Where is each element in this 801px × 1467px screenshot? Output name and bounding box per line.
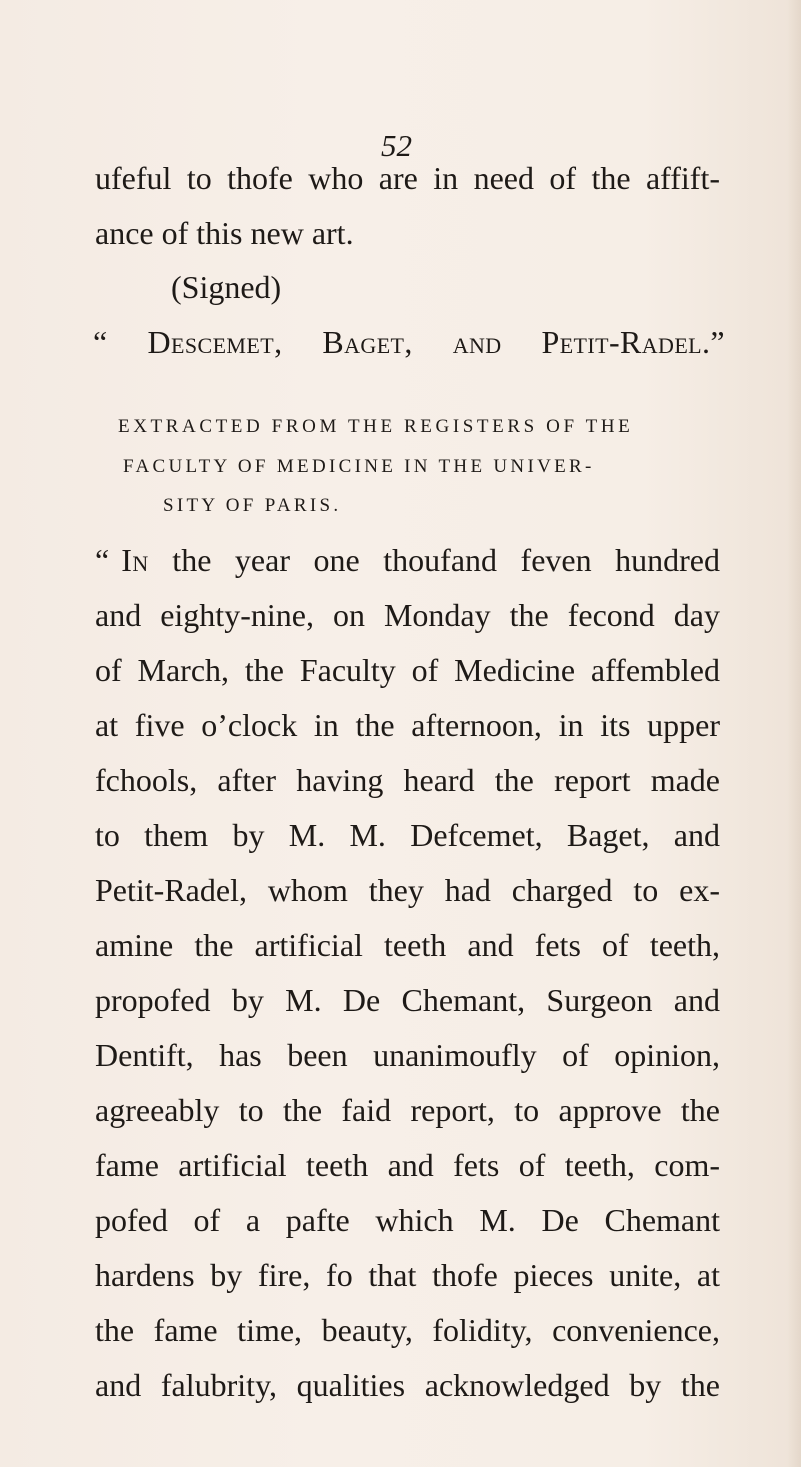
body-line-1 [95, 540, 720, 580]
top-text-line-2: ance of this new art. [95, 215, 354, 251]
page-number: 52 [381, 128, 412, 163]
body-line-4: at five o’clock in the afternoon, in its upper [95, 707, 720, 743]
opening-quote: “ [95, 542, 110, 578]
body-line-9: propofed by M. De Chemant, Surgeon and [95, 982, 720, 1018]
lead-in-word: In [121, 542, 149, 578]
body-line-8: amine the artificial teeth and fets of teeth, [95, 927, 720, 963]
register-heading-line-3: SITY OF PARIS. [163, 495, 342, 516]
body-line-3: of March, the Faculty of Medicine affembled [95, 652, 720, 688]
body-line-5: fchools, after having heard the report made [95, 762, 720, 798]
signed-label: (Signed) [171, 269, 282, 305]
body-line-6: to them by M. M. Defcemet, Baget, and [95, 817, 720, 853]
body-line-14: hardens by fire, fo that thofe pieces unite, at [95, 1257, 720, 1293]
body-line-2: and eighty-nine, on Monday the fecond day [95, 597, 720, 633]
body-line-16: and falubrity, qualities acknowledged by the [95, 1367, 720, 1403]
register-heading-line-1: EXTRACTED FROM THE REGISTERS OF THE [118, 416, 634, 437]
body-line-7: Petit-Radel, whom they had charged to ex- [95, 872, 720, 908]
signatories-line: “ Descemet, Baget, and Petit-Radel.” [93, 324, 725, 360]
body-line-10: Dentift, has been unanimoufly of opinion, [95, 1037, 720, 1073]
body-line-15: the fame time, beauty, folidity, convenience, [95, 1312, 720, 1348]
register-heading-line-2: FACULTY OF MEDICINE IN THE UNIVER- [123, 456, 595, 477]
top-text-line-1: ufeful to thofe who are in need of the affift- [95, 160, 720, 196]
body-line-11: agreeably to the faid report, to approve the [95, 1092, 720, 1128]
body-line-12: fame artificial teeth and fets of teeth, com- [95, 1147, 720, 1183]
body-line-1-rest: the year one thoufand feven hundred [172, 542, 721, 578]
page-edge-shadow [787, 0, 801, 1467]
body-line-13: pofed of a pafte which M. De Chemant [95, 1202, 720, 1238]
